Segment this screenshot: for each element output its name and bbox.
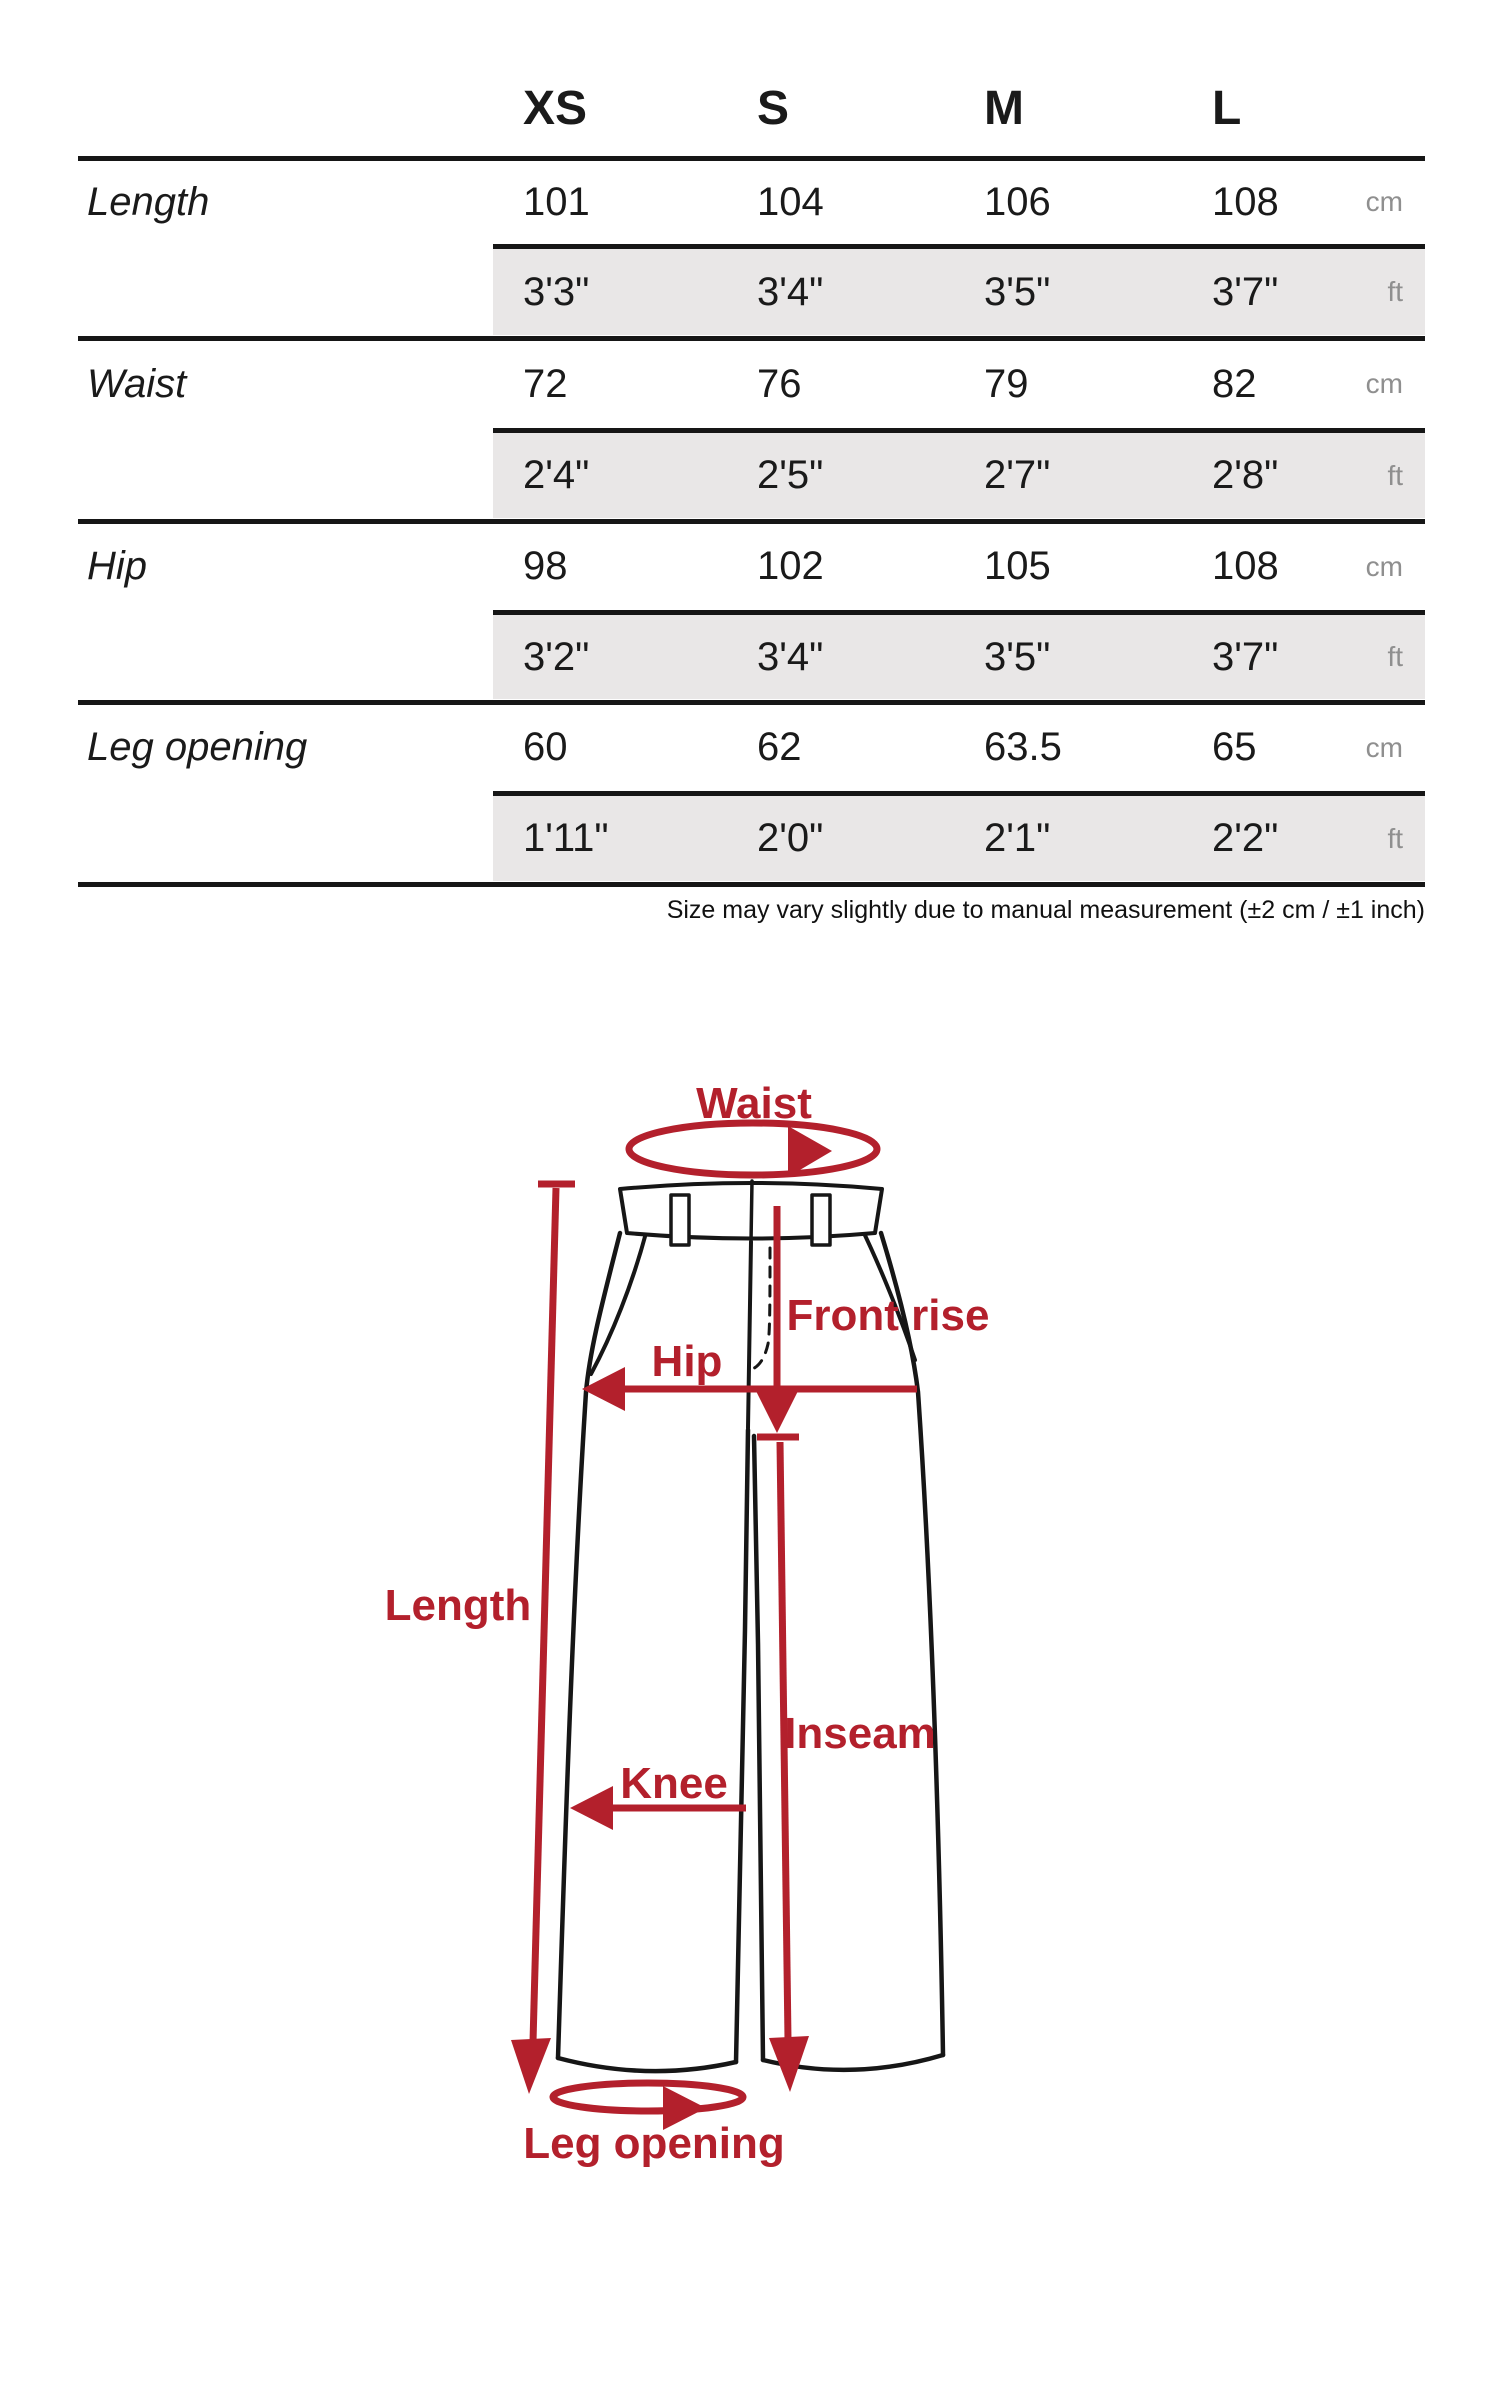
left-side-seam	[558, 1233, 620, 2058]
value-hip-xs-cm: 98	[523, 544, 568, 588]
unit-label-ft: ft	[1387, 276, 1403, 307]
value-length-l-ft: 3'7"	[1212, 270, 1279, 314]
value-legopening-m-ft: 2'1"	[984, 816, 1051, 860]
value-waist-l-cm: 82	[1212, 362, 1257, 406]
value-waist-l-ft: 2'8"	[1212, 453, 1279, 497]
front-rise-label: Front rise	[786, 1291, 990, 1340]
front-rise-arrowhead	[756, 1391, 798, 1433]
value-hip-m-cm: 105	[984, 544, 1051, 588]
left-pocket-line	[591, 1233, 646, 1374]
left-hem	[558, 2058, 736, 2071]
measurement-disclaimer: Size may vary slightly due to manual measurement (±2 cm / ±1 inch)	[666, 896, 1425, 924]
knee-label: Knee	[620, 1759, 728, 1808]
size-col-header-s: S	[757, 82, 790, 135]
value-legopening-xs-ft: 1'11"	[523, 816, 609, 860]
value-hip-m-ft: 3'5"	[984, 635, 1051, 679]
value-legopening-s-ft: 2'0"	[757, 816, 824, 860]
belt-loop-left	[671, 1195, 689, 1245]
fly-stitch-dashed	[750, 1248, 770, 1370]
row-label-waist: Waist	[87, 362, 187, 406]
value-waist-s-cm: 76	[757, 362, 802, 406]
right-inseam-line	[754, 1436, 763, 2060]
value-waist-xs-ft: 2'4"	[523, 453, 590, 497]
value-legopening-l-ft: 2'2"	[1212, 816, 1279, 860]
left-inseam-line	[736, 1430, 748, 2062]
value-length-s-cm: 104	[757, 180, 824, 224]
unit-label-cm: cm	[1365, 368, 1403, 399]
value-length-m-cm: 106	[984, 180, 1051, 224]
hip-label: Hip	[651, 1337, 723, 1386]
belt-loop-right	[812, 1195, 830, 1245]
value-hip-s-cm: 102	[757, 544, 824, 588]
waist-label: Waist	[696, 1079, 812, 1128]
size-col-header-m: M	[984, 82, 1024, 135]
value-waist-s-ft: 2'5"	[757, 453, 824, 497]
value-length-s-ft: 3'4"	[757, 270, 824, 314]
value-hip-l-ft: 3'7"	[1212, 635, 1279, 679]
unit-label-cm: cm	[1365, 732, 1403, 763]
row-label-hip: Hip	[87, 544, 148, 588]
value-legopening-m-cm: 63.5	[984, 725, 1062, 769]
value-hip-s-ft: 3'4"	[757, 635, 824, 679]
value-waist-xs-cm: 72	[523, 362, 568, 406]
unit-label-ft: ft	[1387, 641, 1403, 672]
waist-girth-ellipse	[629, 1123, 877, 1175]
value-length-m-ft: 3'5"	[984, 270, 1051, 314]
value-legopening-xs-cm: 60	[523, 725, 568, 769]
value-hip-xs-ft: 3'2"	[523, 635, 590, 679]
inseam-label: Inseam	[784, 1709, 936, 1758]
length-label: Length	[384, 1581, 532, 1630]
value-legopening-l-cm: 65	[1212, 725, 1257, 769]
length-arrow-line	[533, 1188, 556, 2042]
leg-opening-label: Leg opening	[523, 2119, 785, 2168]
unit-label-ft: ft	[1387, 460, 1403, 491]
value-waist-m-ft: 2'7"	[984, 453, 1051, 497]
value-legopening-s-cm: 62	[757, 725, 802, 769]
size-col-header-l: L	[1212, 82, 1242, 135]
row-label-length: Length	[87, 180, 210, 224]
value-length-l-cm: 108	[1212, 180, 1279, 224]
unit-label-ft: ft	[1387, 823, 1403, 854]
unit-label-cm: cm	[1365, 186, 1403, 217]
value-waist-m-cm: 79	[984, 362, 1029, 406]
size-col-header-xs: XS	[523, 82, 588, 135]
value-hip-l-cm: 108	[1212, 544, 1279, 588]
unit-label-cm: cm	[1365, 551, 1403, 582]
waistband-center-seam	[751, 1181, 752, 1242]
row-label-leg-opening: Leg opening	[87, 725, 308, 769]
fly-center-line	[748, 1242, 751, 1428]
leg-opening-girth-ellipse	[553, 2083, 743, 2111]
value-length-xs-ft: 3'3"	[523, 270, 590, 314]
length-arrowhead	[511, 2038, 551, 2094]
value-length-xs-cm: 101	[523, 180, 590, 224]
knee-arrowhead	[570, 1786, 613, 1830]
